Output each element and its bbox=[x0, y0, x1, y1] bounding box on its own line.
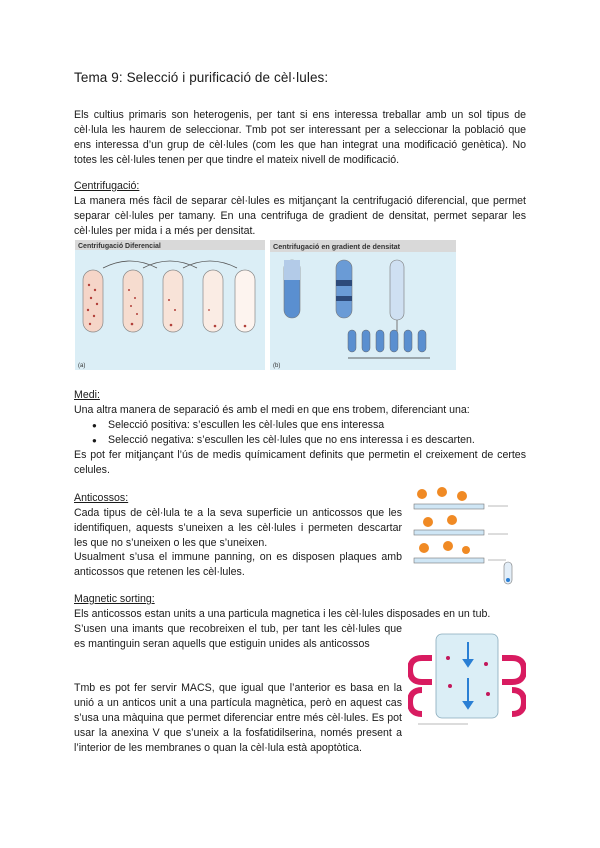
differential-centrifugation-diagram bbox=[75, 240, 265, 370]
centrifugacio-paragraph: La manera més fàcil de separar cèl·lules es mitjançant la centrifugació diferencial, que permet separar cèl·lules per tamany. En una centrifuga de gradient de densitat, permet separar les cèl·lules per mida i a més per densitat. bbox=[74, 195, 526, 237]
fig-left-title: Centrifugació Diferencial bbox=[78, 243, 161, 250]
magnetic-paragraph-narrow: S’usen una imants que recobreixen el tub, per tant les cèl·lules que es mantinguin seran aquells que estiguin unides als anticossos bbox=[74, 623, 402, 650]
medi-paragraph-2: Es pot fer mitjançant l’ús de medis químicament definits que permetin el creixement de certes celules. bbox=[74, 449, 526, 476]
magnetic-heading: Magnetic sorting: bbox=[74, 593, 155, 605]
fig-left-panel: (a) bbox=[78, 363, 86, 369]
anticossos-paragraph: Cada tipus de cèl·lula te a la seva superficie un anticossos que les identifiquen, aquests s’uneixen a les cèl·lules i permeten descartar les que no s’uneixen o les que s’uneixen. bbox=[74, 507, 402, 549]
medi-paragraph: Una altra manera de separació és amb el medi en que ens trobem, diferenciant una: bbox=[74, 404, 470, 416]
bullet-positive-selection: ● Selecció positiva: s’escullen les cèl·lules que ens interessa bbox=[74, 418, 526, 433]
fig-right-title: Centrifugació en gradient de densitat bbox=[273, 242, 400, 251]
density-gradient-diagram bbox=[270, 240, 456, 370]
medi-bullet-list bbox=[74, 418, 526, 448]
figure-immune-panning bbox=[408, 484, 526, 589]
medi-heading: Medi: bbox=[74, 389, 100, 401]
fig-right-panel: (b) bbox=[273, 363, 281, 369]
anticossos-paragraph-2: Usualment s’usa el immune panning, on es disposen plaques amb anticossos que retenen les cèl·lules. bbox=[74, 551, 402, 578]
magnetic-paragraph: Els anticossos estan units a una particula magnetica i les cèl·lules disposades en un tub. bbox=[74, 608, 491, 620]
magnetic-paragraph-2: Tmb es pot fer servir MACS, que igual que l’anterior es basa en la unió a un anticos unit a una partícula magnètica, però en aquest cas s’usa una màquina que permet diferenciar entre més cèl·lules. Es pot usar la anexina V que s’uneix a la fosfatidilserina, només present a l’interior de les membranes o quan la cèl·lula està apoptòtica. bbox=[74, 682, 402, 754]
bullet-negative-selection: ● Selecció negativa: s’escullen les cèl·lules que no ens interessa i es descarten. bbox=[74, 433, 526, 448]
figure-magnetic-sorting bbox=[408, 628, 526, 738]
figure-density-gradient bbox=[270, 240, 456, 370]
immune-panning-diagram bbox=[408, 484, 526, 589]
page-title: Tema 9: Selecció i purificació de cèl·lules: bbox=[74, 70, 329, 85]
intro-paragraph: Els cultius primaris son heterogenis, per tant si ens interessa treballar amb un sol tipus de cèl·lula les haurem de seleccionar. Tmb pot ser interessant per a seleccionar la població que ens interessa d’un grup de cèl·lules (com les que han integrat una modificació genètica). No totes les cèl·lules tenen per que tindre el mateix nivell de modificació. bbox=[74, 109, 526, 166]
anticossos-heading: Anticossos: bbox=[74, 492, 129, 504]
magnetic-sorting-diagram bbox=[408, 628, 526, 738]
figure-differential-centrifugation bbox=[75, 240, 265, 370]
centrifugacio-heading: Centrifugació: bbox=[74, 180, 140, 192]
